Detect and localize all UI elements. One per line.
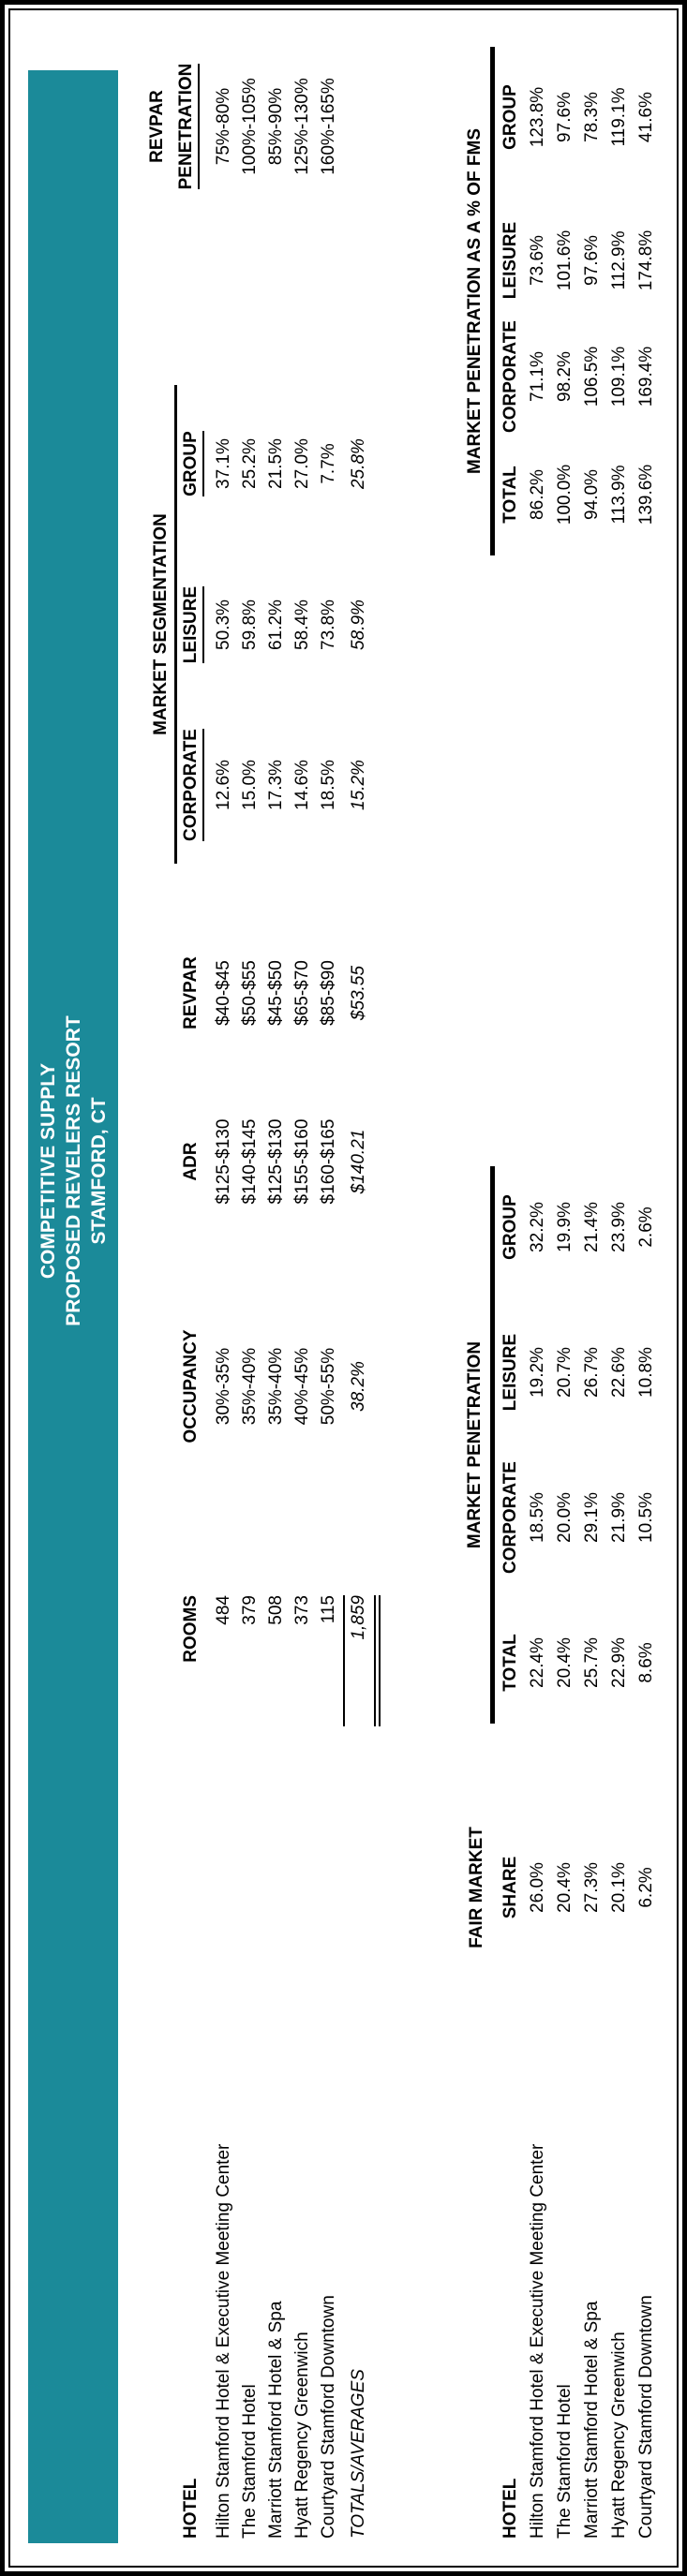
table1-row [263, 0, 290, 2576]
fms-leisure-value: 97.6% [582, 235, 602, 286]
revpar-total: $53.55 [349, 965, 368, 1021]
fms-total-column-header: TOTAL [500, 466, 520, 524]
rooms-value: 379 [240, 1595, 260, 1625]
fms-corporate-column-header: CORPORATE [500, 320, 520, 433]
title-banner [28, 70, 118, 2543]
adr-column-header: ADR [181, 1142, 201, 1181]
seg-corporate-value: 12.6% [214, 760, 233, 810]
seg-corporate-value: 15.0% [240, 760, 260, 810]
seg-leisure-value: 50.3% [214, 600, 233, 650]
occupancy-column-header: OCCUPANCY [181, 1329, 201, 1443]
mp-group-value: 32.2% [528, 1202, 547, 1252]
revpar-value: $40-$45 [214, 960, 233, 1026]
revpar-penetration-header-line1: REVPAR [147, 90, 167, 163]
fms-leisure-value: 174.8% [636, 229, 656, 291]
seg-group-total: 25.8% [349, 438, 368, 489]
fms-corporate-value: 169.4% [636, 346, 656, 407]
mp-corporate-column-header: CORPORATE [500, 1461, 520, 1574]
revpar-value: $85-$90 [319, 960, 338, 1026]
seg-group-value: 25.2% [240, 438, 260, 489]
revpar-value: $50-$55 [240, 960, 260, 1026]
mp-corporate-value: 21.9% [609, 1492, 629, 1543]
occupancy-value: 35%-40% [240, 1347, 260, 1426]
table2-row [579, 0, 605, 2576]
revpar-penetration-value: 85%-90% [266, 87, 286, 166]
fair-market-share-header-line1: FAIR MARKET [467, 1827, 486, 1948]
hotel-name: The Stamford Hotel [240, 2384, 260, 2539]
seg-group-value: 7.7% [319, 443, 338, 484]
title-line-1: COMPETITIVE SUPPLY [37, 1062, 59, 1280]
seg-group-column-header: GROUP [178, 385, 204, 542]
table2-row [552, 0, 578, 2576]
adr-total: $140.21 [349, 1129, 368, 1194]
seg-leisure-total: 58.9% [349, 600, 368, 650]
fair-market-share-header-line2: SHARE [500, 1856, 520, 1919]
fms-total-value: 113.9% [609, 465, 629, 525]
fms-group-value: 78.3% [582, 92, 602, 142]
seg-group-value: 37.1% [214, 438, 233, 489]
fms-group-value: 123.8% [528, 86, 547, 148]
mp-leisure-value: 10.8% [636, 1347, 656, 1398]
seg-corporate-column-header: CORPORATE [178, 706, 204, 864]
table1-row [237, 0, 263, 2576]
hotel-name: Marriott Stamford Hotel & Spa [266, 2301, 286, 2539]
adr-value: $160-$165 [319, 1118, 338, 1205]
hotel-column-header: HOTEL [500, 2478, 520, 2539]
seg-leisure-value: 59.8% [240, 600, 260, 650]
mp-total-value: 22.9% [609, 1637, 629, 1688]
revpar-value: $45-$50 [266, 960, 286, 1026]
mp-group-column-header: GROUP [500, 1194, 520, 1260]
seg-corporate-value: 14.6% [292, 760, 312, 810]
table2-row [606, 0, 633, 2576]
fms-corporate-value: 71.1% [528, 351, 547, 402]
market-segmentation-spanning-header: MARKET SEGMENTATION [149, 385, 177, 864]
totals-label: TOTALS/AVERAGES [349, 2369, 368, 2539]
seg-group-value: 27.0% [292, 438, 312, 489]
seg-group-value: 21.5% [266, 438, 286, 489]
table1-header-row [178, 0, 204, 2576]
table1-totals-row [346, 0, 372, 2576]
fms-corporate-value: 98.2% [555, 351, 575, 402]
hotel-name: Hyatt Regency Greenwich [292, 2332, 312, 2539]
title-line-3: STAMFORD, CT [88, 1097, 110, 1245]
rooms-column-header: ROOMS [181, 1595, 201, 1663]
fms-leisure-value: 112.9% [609, 230, 629, 290]
fms-total-value: 100.0% [555, 464, 575, 526]
seg-leisure-value: 61.2% [266, 600, 286, 650]
revpar-penetration-header-line2: PENETRATION [176, 64, 200, 190]
mp-corporate-value: 29.1% [582, 1492, 602, 1543]
fms-group-column-header: GROUP [500, 84, 520, 150]
mp-total-value: 20.4% [555, 1637, 575, 1688]
revpar-penetration-value: 125%-130% [292, 78, 312, 175]
hotel-name: Hilton Stamford Hotel & Executive Meeting Center [214, 2143, 233, 2539]
adr-value: $140-$145 [240, 1118, 260, 1205]
mp-leisure-value: 22.6% [609, 1347, 629, 1398]
seg-corporate-value: 17.3% [266, 760, 286, 810]
rooms-value: 484 [214, 1595, 233, 1625]
seg-leisure-value: 73.8% [319, 600, 338, 650]
fms-group-value: 41.6% [636, 92, 656, 142]
adr-value: $125-$130 [266, 1118, 286, 1205]
occupancy-value: 30%-35% [214, 1347, 233, 1426]
fair-market-share-value: 20.1% [609, 1862, 629, 1913]
rooms-value: 508 [266, 1595, 286, 1625]
hotel-name: Courtyard Stamford Downtown [636, 2295, 656, 2539]
mp-total-column-header: TOTAL [500, 1634, 520, 1692]
seg-corporate-value: 18.5% [319, 760, 338, 810]
mp-corporate-value: 20.0% [555, 1492, 575, 1543]
rooms-total-double-rule [374, 1595, 381, 1726]
title-line-2: PROPOSED REVELERS RESORT [63, 1015, 84, 1326]
revpar-penetration-value: 160%-165% [319, 78, 338, 175]
fair-market-share-value: 6.2% [636, 1867, 656, 1908]
hotel-name: Hilton Stamford Hotel & Executive Meeting Center [528, 2143, 547, 2539]
rooms-value: 373 [292, 1595, 312, 1625]
mp-group-value: 23.9% [609, 1202, 629, 1252]
adr-value: $125-$130 [214, 1118, 233, 1205]
revpar-value: $65-$70 [292, 960, 312, 1026]
table1-row [316, 0, 342, 2576]
occupancy-total: 38.2% [349, 1361, 368, 1412]
revpar-penetration-value: 100%-105% [240, 78, 260, 175]
revpar-penetration-value: 75%-80% [214, 87, 233, 166]
fms-leisure-value: 101.6% [555, 229, 575, 291]
mp-corporate-value: 18.5% [528, 1492, 547, 1543]
rooms-value: 115 [319, 1595, 338, 1624]
hotel-name: Courtyard Stamford Downtown [319, 2295, 338, 2539]
mp-corporate-value: 10.5% [636, 1492, 656, 1543]
rooms-total: 1,859 [349, 1595, 368, 1640]
mp-group-value: 2.6% [636, 1207, 656, 1248]
hotel-name: The Stamford Hotel [555, 2384, 575, 2539]
table2-row [634, 0, 660, 2576]
mp-leisure-value: 20.7% [555, 1347, 575, 1398]
fms-group-value: 97.6% [555, 92, 575, 142]
mp-leisure-value: 19.2% [528, 1347, 547, 1398]
market-penetration-spanning-header: MARKET PENETRATION [463, 1166, 495, 1724]
seg-corporate-total: 15.2% [349, 760, 368, 810]
fms-corporate-value: 109.1% [609, 346, 629, 407]
fms-leisure-column-header: LEISURE [500, 221, 520, 300]
fms-leisure-value: 73.6% [528, 235, 547, 286]
fms-total-value: 86.2% [528, 469, 547, 520]
mp-group-value: 21.4% [582, 1202, 602, 1252]
fms-group-value: 119.1% [609, 87, 629, 147]
revpar-column-header: REVPAR [181, 956, 201, 1029]
market-penetration-fms-spanning-header: MARKET PENETRATION AS A % OF FMS [463, 47, 495, 555]
table1-row [211, 0, 237, 2576]
mp-leisure-value: 26.7% [582, 1347, 602, 1398]
fair-market-share-value: 26.0% [528, 1862, 547, 1913]
rooms-total-rule [343, 1595, 345, 1726]
mp-total-value: 8.6% [636, 1642, 656, 1683]
mp-group-value: 19.9% [555, 1202, 575, 1252]
hotel-column-header: HOTEL [181, 2478, 201, 2539]
fms-corporate-value: 106.5% [582, 346, 602, 407]
mp-leisure-column-header: LEISURE [500, 1333, 520, 1412]
fms-total-value: 139.6% [636, 464, 656, 526]
occupancy-value: 40%-45% [292, 1347, 312, 1426]
occupancy-value: 50%-55% [319, 1347, 338, 1426]
seg-leisure-column-header: LEISURE [178, 546, 204, 703]
hotel-name: Marriott Stamford Hotel & Spa [582, 2301, 602, 2539]
seg-leisure-value: 58.4% [292, 600, 312, 650]
adr-value: $155-$160 [292, 1118, 312, 1205]
table1-row [290, 0, 316, 2576]
mp-total-value: 22.4% [528, 1637, 547, 1688]
table2-row [525, 0, 551, 2576]
hotel-name: Hyatt Regency Greenwich [609, 2332, 629, 2539]
fair-market-share-value: 27.3% [582, 1862, 602, 1913]
mp-total-value: 25.7% [582, 1637, 602, 1688]
occupancy-value: 35%-40% [266, 1347, 286, 1426]
table2-header-row [498, 0, 524, 2576]
fair-market-share-value: 20.4% [555, 1862, 575, 1913]
fms-total-value: 94.0% [582, 469, 602, 520]
